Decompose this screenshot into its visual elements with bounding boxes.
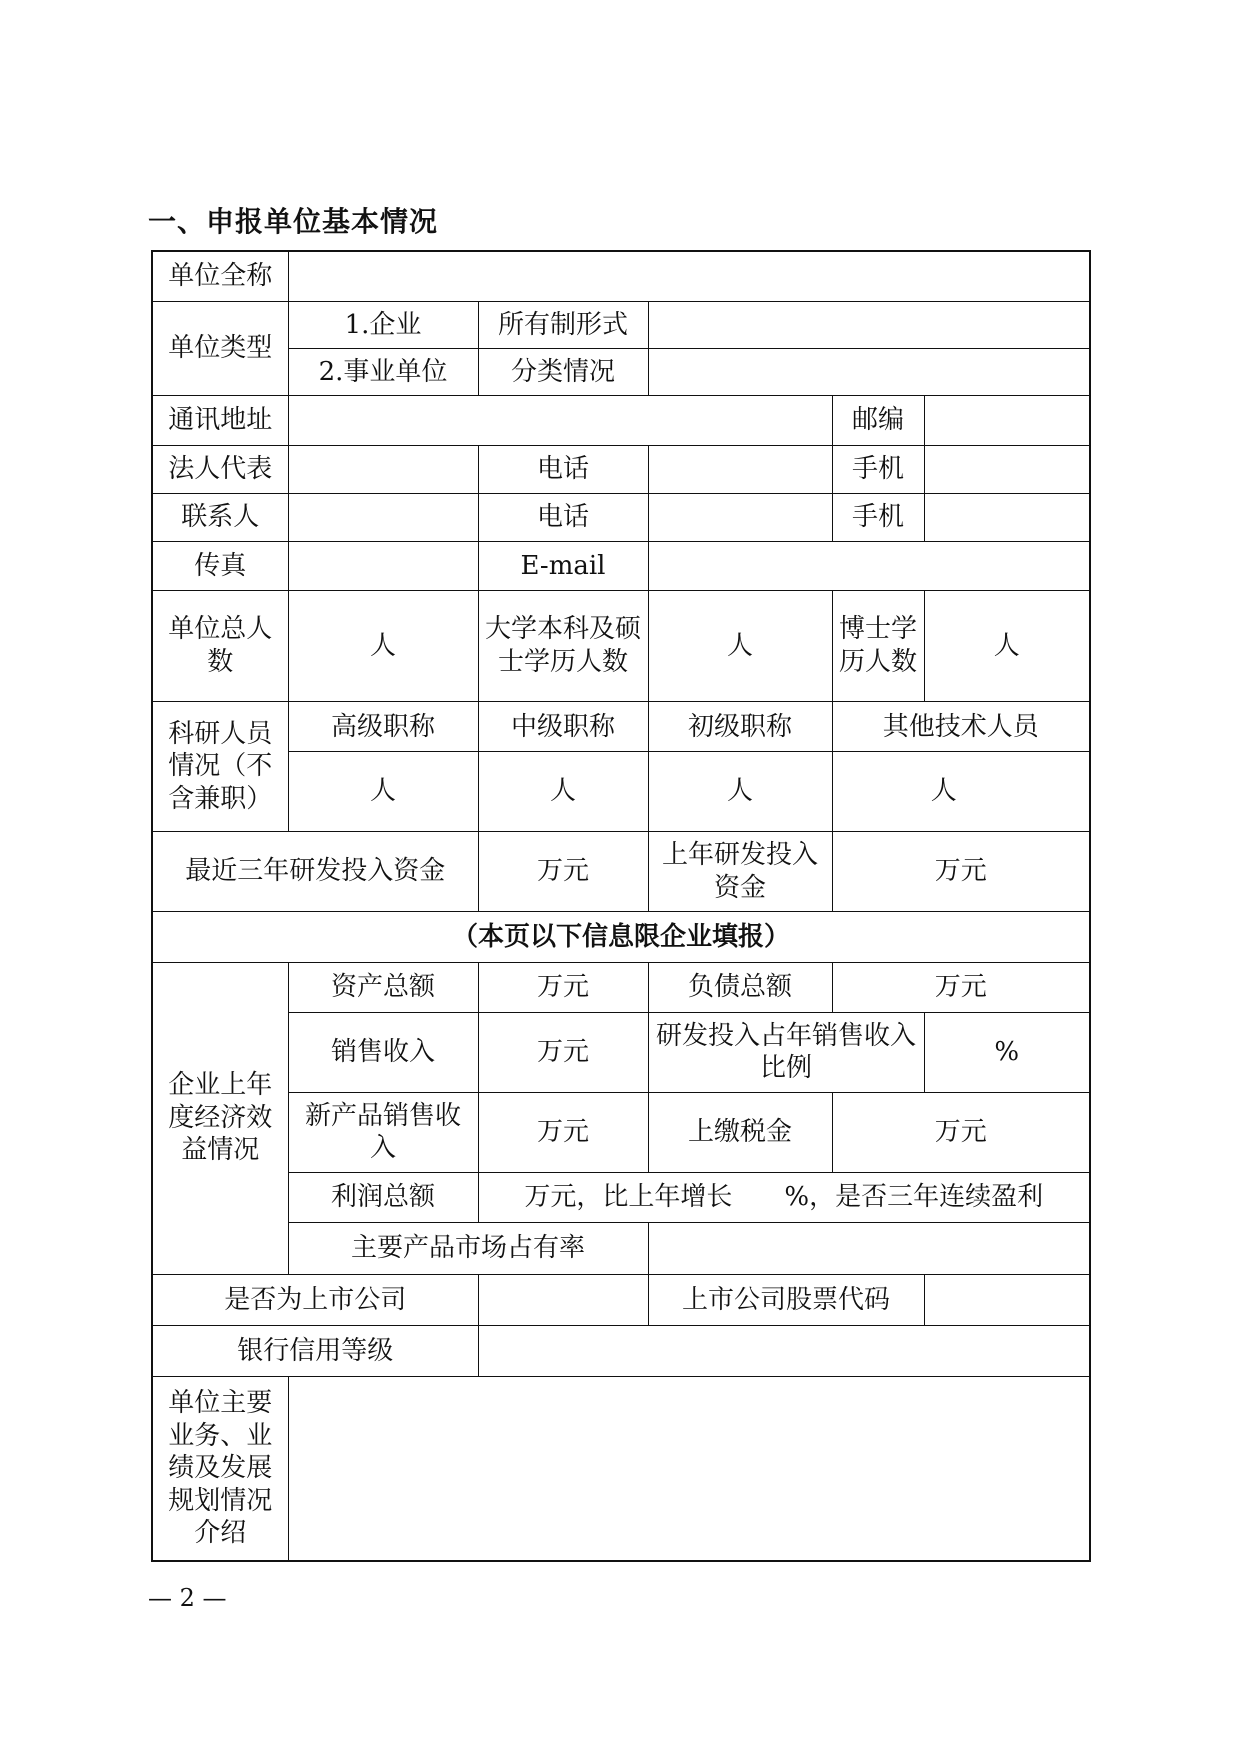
- junior-title-field[interactable]: 人: [648, 752, 832, 831]
- label-business-intro: 单位主要业务、业绩及发展规划情况介绍: [152, 1377, 288, 1561]
- doctorate-field[interactable]: 人: [924, 590, 1090, 702]
- label-contact: 联系人: [152, 493, 288, 541]
- label-stock-code: 上市公司股票代码: [648, 1274, 924, 1325]
- legal-phone-field[interactable]: [648, 445, 832, 493]
- label-rd-sales-ratio: 研发投入占年销售收入比例: [648, 1013, 924, 1092]
- application-form-table: [151, 250, 1091, 1562]
- label-contact-phone: 电话: [478, 493, 648, 541]
- rd-sales-ratio-field[interactable]: %: [924, 1013, 1090, 1092]
- label-unit-type: 单位类型: [152, 301, 288, 396]
- taxes-paid-field[interactable]: 万元: [832, 1092, 1090, 1172]
- unit-name-field[interactable]: [288, 251, 1090, 301]
- label-legal-mobile: 手机: [832, 445, 924, 493]
- contact-mobile-field[interactable]: [924, 493, 1090, 541]
- label-ownership: 所有制形式: [478, 301, 648, 348]
- label-contact-mobile: 手机: [832, 493, 924, 541]
- market-share-field[interactable]: [648, 1223, 1090, 1274]
- middle-title-field[interactable]: 人: [478, 752, 648, 831]
- contact-field[interactable]: [288, 493, 478, 541]
- senior-title-field[interactable]: 人: [288, 752, 478, 831]
- is-listed-field[interactable]: [478, 1274, 648, 1325]
- label-email: E-mail: [478, 542, 648, 590]
- legal-mobile-field[interactable]: [924, 445, 1090, 493]
- stock-code-field[interactable]: [924, 1274, 1090, 1325]
- label-total-liabilities: 负债总额: [648, 962, 832, 1012]
- label-other-tech: 其他技术人员: [832, 702, 1090, 752]
- label-taxes-paid: 上缴税金: [648, 1092, 832, 1172]
- label-address: 通讯地址: [152, 396, 288, 445]
- section-title: 一、申报单位基本情况: [148, 205, 439, 238]
- label-classification: 分类情况: [478, 349, 648, 396]
- rd-last-year-field[interactable]: 万元: [832, 831, 1090, 911]
- sales-revenue-field[interactable]: 万元: [478, 1013, 648, 1092]
- label-doctorate: 博士学历人数: [832, 590, 924, 702]
- label-new-product-sales: 新产品销售收入: [288, 1092, 478, 1172]
- label-junior-title: 初级职称: [648, 702, 832, 752]
- label-postcode: 邮编: [832, 396, 924, 445]
- label-rd-3years: 最近三年研发投入资金: [152, 831, 478, 911]
- total-staff-field[interactable]: 人: [288, 590, 478, 702]
- label-bank-credit: 银行信用等级: [152, 1325, 478, 1376]
- contact-phone-field[interactable]: [648, 493, 832, 541]
- email-field[interactable]: [648, 542, 1090, 590]
- new-product-sales-field[interactable]: 万元: [478, 1092, 648, 1172]
- label-legal-phone: 电话: [478, 445, 648, 493]
- enterprise-note: （本页以下信息限企业填报）: [152, 912, 1090, 962]
- label-senior-title: 高级职称: [288, 702, 478, 752]
- rd-3years-field[interactable]: 万元: [478, 831, 648, 911]
- label-unit-name: 单位全称: [152, 251, 288, 301]
- label-market-share: 主要产品市场占有率: [288, 1223, 648, 1274]
- page-number: — 2 —: [148, 1584, 227, 1612]
- profit-detail-field[interactable]: 万元，比上年增长 %，是否三年连续盈利: [478, 1173, 1090, 1223]
- total-assets-field[interactable]: 万元: [478, 962, 648, 1012]
- label-middle-title: 中级职称: [478, 702, 648, 752]
- option-enterprise[interactable]: 1.企业: [288, 301, 478, 348]
- ownership-field[interactable]: [648, 301, 1090, 348]
- label-research-staff: 科研人员情况（不含兼职）: [152, 702, 288, 832]
- legal-rep-field[interactable]: [288, 445, 478, 493]
- business-intro-field[interactable]: [288, 1377, 1090, 1561]
- postcode-field[interactable]: [924, 396, 1090, 445]
- label-fax: 传真: [152, 542, 288, 590]
- label-econ-benefit: 企业上年度经济效益情况: [152, 962, 288, 1274]
- other-tech-field[interactable]: 人: [832, 752, 1090, 831]
- bachelor-master-field[interactable]: 人: [648, 590, 832, 702]
- total-liabilities-field[interactable]: 万元: [832, 962, 1090, 1012]
- address-field[interactable]: [288, 396, 832, 445]
- option-institution[interactable]: 2.事业单位: [288, 349, 478, 396]
- bank-credit-field[interactable]: [478, 1325, 1090, 1376]
- label-bachelor-master: 大学本科及硕士学历人数: [478, 590, 648, 702]
- fax-field[interactable]: [288, 542, 478, 590]
- label-sales-revenue: 销售收入: [288, 1013, 478, 1092]
- label-legal-rep: 法人代表: [152, 445, 288, 493]
- label-total-assets: 资产总额: [288, 962, 478, 1012]
- label-total-profit: 利润总额: [288, 1173, 478, 1223]
- classification-field[interactable]: [648, 349, 1090, 396]
- label-total-staff: 单位总人数: [152, 590, 288, 702]
- label-rd-last-year: 上年研发投入资金: [648, 831, 832, 911]
- label-is-listed: 是否为上市公司: [152, 1274, 478, 1325]
